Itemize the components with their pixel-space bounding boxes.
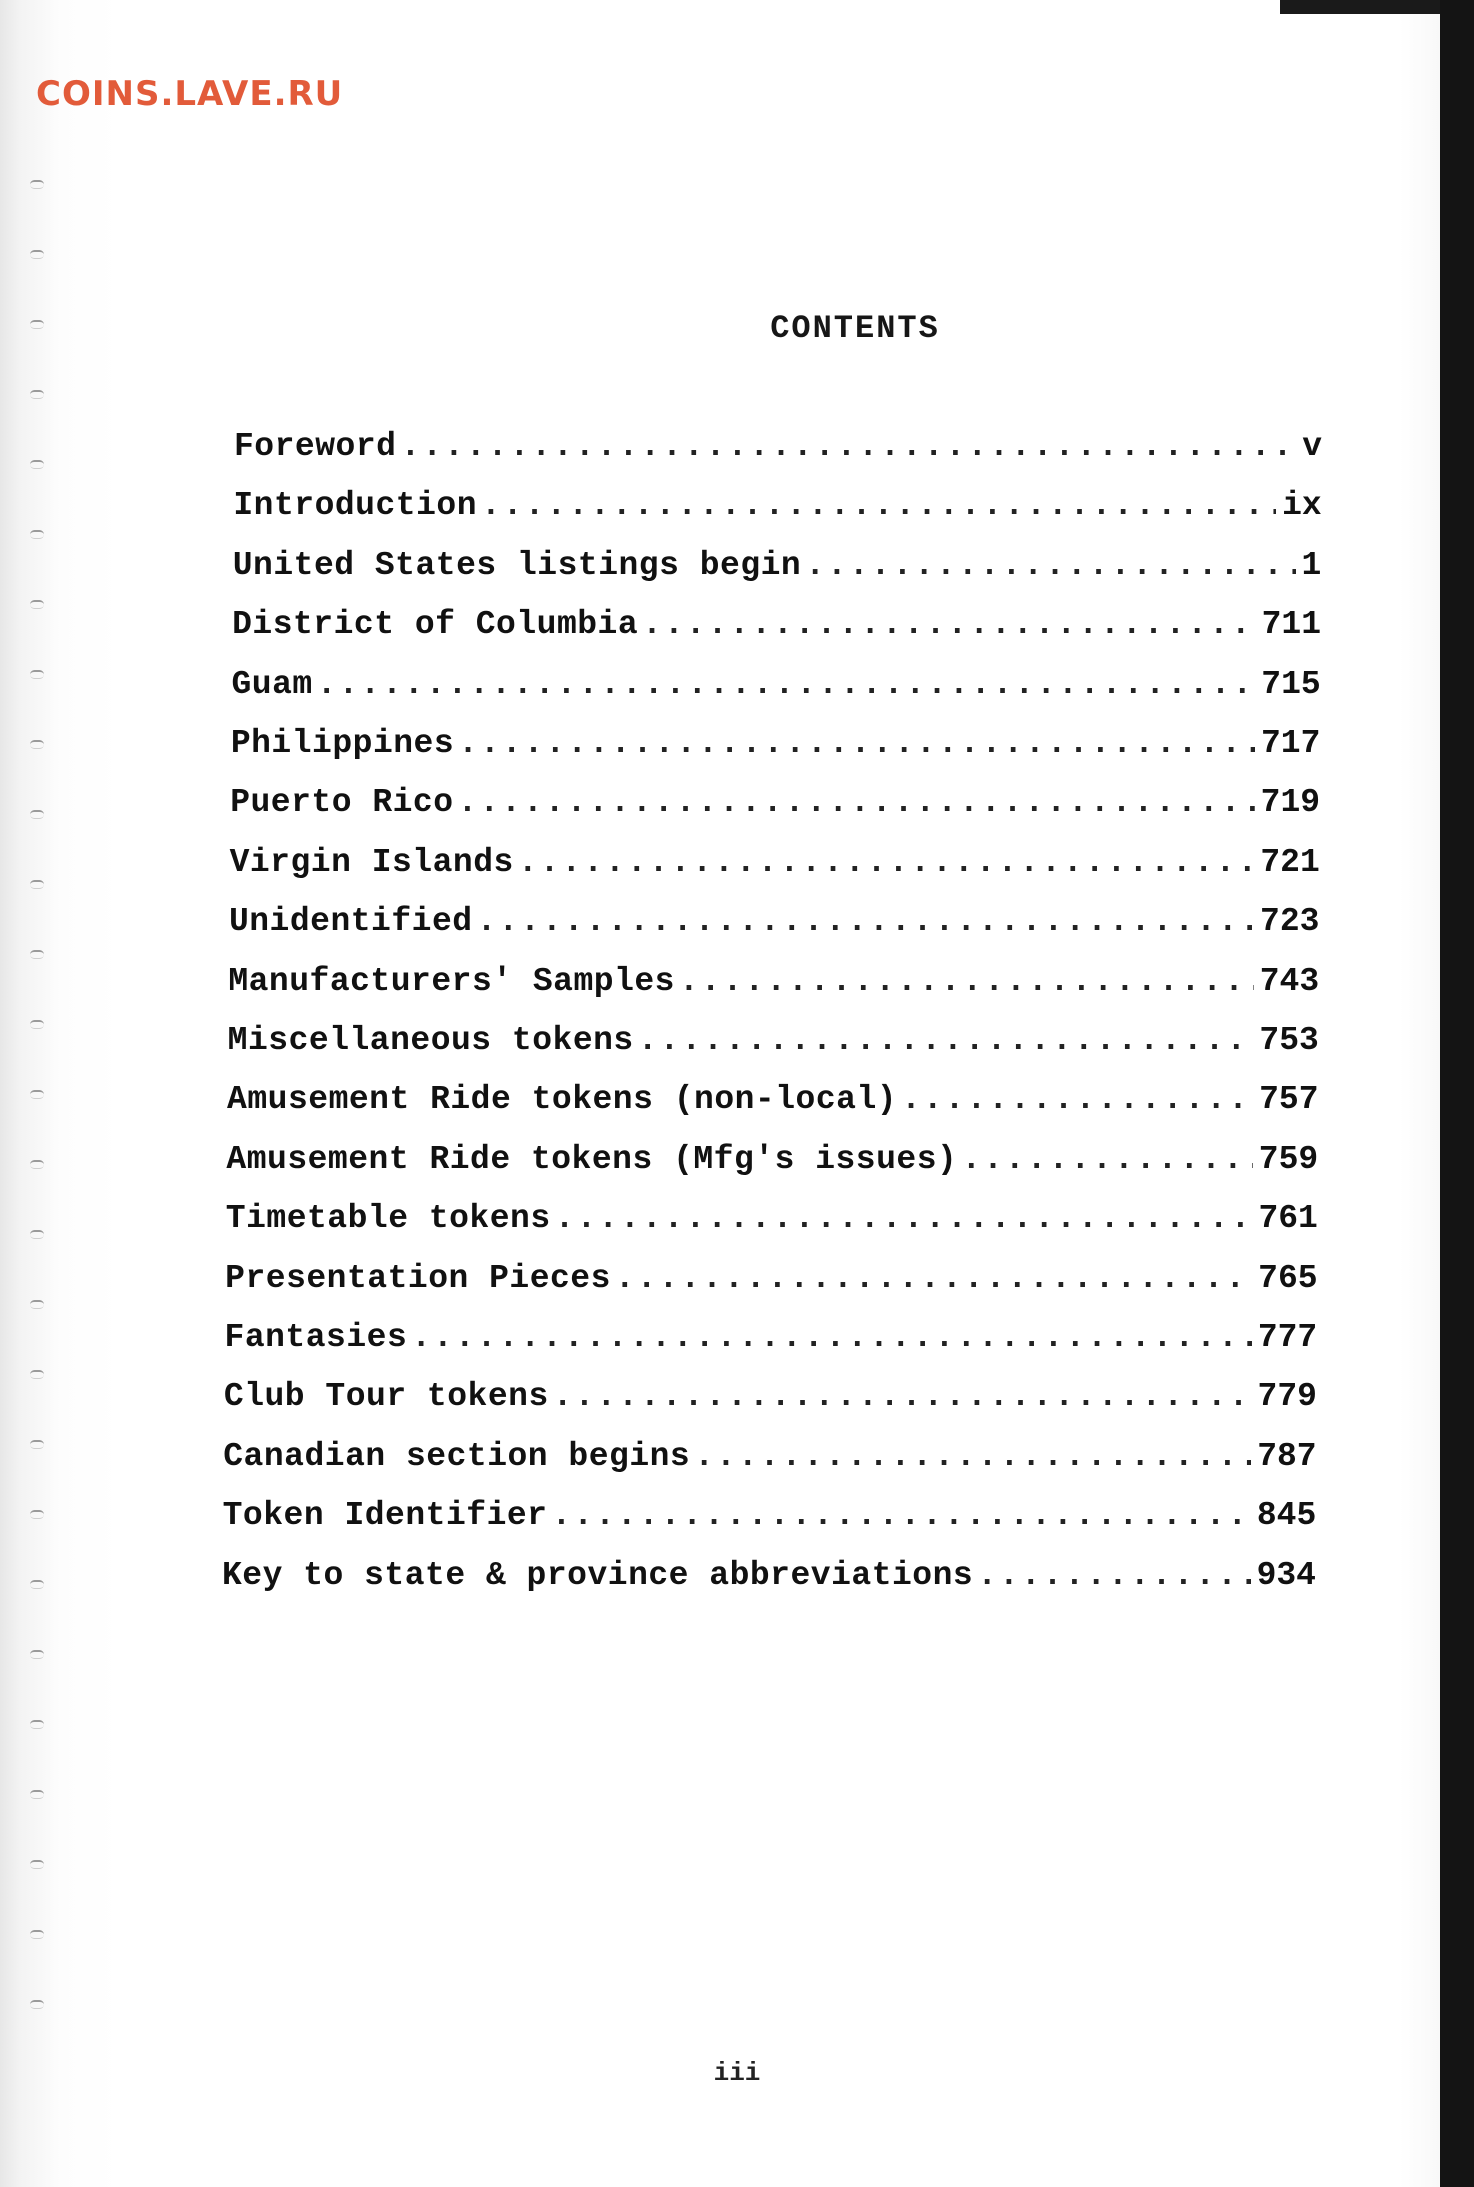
dot-leader <box>679 963 1254 1000</box>
dot-leader <box>555 1200 1253 1237</box>
toc-entry-page: ix <box>1282 487 1322 525</box>
dot-leader <box>694 1438 1251 1475</box>
dot-leader <box>805 547 1295 584</box>
toc-entry-label: Virgin Islands <box>229 843 514 881</box>
toc-entry <box>224 1378 1317 1415</box>
dot-leader <box>458 784 1255 821</box>
dot-leader <box>977 1557 1250 1594</box>
dot-leader <box>458 725 1255 762</box>
watermark-logo: COINS.LAVE.RU <box>36 74 344 114</box>
toc-entry-page: 1 <box>1301 546 1322 584</box>
toc-entry-page: 777 <box>1257 1319 1318 1356</box>
toc-entry <box>233 547 1322 584</box>
dot-leader <box>518 844 1255 881</box>
toc-entry-page: 711 <box>1261 606 1322 644</box>
toc-entry <box>227 1081 1318 1118</box>
dot-leader <box>551 1497 1250 1534</box>
page-number: iii <box>713 2058 761 2088</box>
toc-entry-label: Token Identifier <box>222 1497 548 1535</box>
toc-entry-page: 743 <box>1259 962 1320 1000</box>
toc-entry-page: 715 <box>1261 665 1321 703</box>
dot-leader <box>638 1022 1254 1059</box>
toc-entry-page: 757 <box>1259 1081 1319 1119</box>
toc-entry <box>223 1438 1316 1475</box>
toc-entry <box>228 1022 1319 1059</box>
toc-entry-page: 765 <box>1258 1259 1318 1297</box>
toc-entry-label: Manufacturers' Samples <box>228 962 675 1000</box>
toc-entry <box>228 963 1319 1000</box>
toc-entry <box>233 487 1321 524</box>
toc-entry-label: Guam <box>231 665 313 703</box>
toc-entry-label: Presentation Pieces <box>225 1259 611 1297</box>
dot-leader <box>642 606 1255 643</box>
toc-entry-page: 723 <box>1260 903 1320 941</box>
toc-entry-page: 719 <box>1260 784 1321 822</box>
toc-entry <box>231 725 1321 762</box>
toc-entry-page: 759 <box>1258 1140 1319 1178</box>
dot-leader <box>411 1319 1252 1356</box>
dot-leader <box>317 666 1256 703</box>
toc-entry-page: 787 <box>1257 1437 1317 1475</box>
toc-entry <box>229 903 1320 940</box>
toc-entry-label: District of Columbia <box>232 606 639 644</box>
toc-entry <box>223 1497 1317 1534</box>
toc-entry-page: 761 <box>1258 1200 1318 1238</box>
toc-entry <box>231 666 1320 703</box>
toc-entry <box>234 428 1322 465</box>
toc-entry-label: United States listings begin <box>232 546 802 584</box>
toc-entry <box>230 784 1320 821</box>
toc-entry <box>226 1200 1318 1237</box>
toc-entry <box>222 1557 1316 1594</box>
toc-entry-page: 717 <box>1260 725 1321 762</box>
toc-entry-page: 934 <box>1256 1556 1316 1594</box>
toc-entry <box>230 844 1320 881</box>
toc-entry-label: Introduction <box>233 487 477 525</box>
toc-entry <box>225 1260 1317 1297</box>
toc-entry-label: Amusement Ride tokens (non-local) <box>227 1081 898 1119</box>
toc-entry-label: Fantasies <box>224 1319 408 1356</box>
toc-entry <box>225 1319 1318 1356</box>
toc-entry-page: v <box>1302 428 1322 465</box>
toc-entry-label: Philippines <box>230 725 455 762</box>
toc-entry <box>232 606 1321 643</box>
toc-entry-label: Unidentified <box>228 903 473 941</box>
toc-entry-label: Puerto Rico <box>230 784 454 822</box>
toc-entry-page: 753 <box>1259 1022 1319 1059</box>
toc-entry-label: Foreword <box>234 428 397 465</box>
toc-entry-label: Miscellaneous tokens <box>227 1022 634 1059</box>
page-title: CONTENTS <box>770 310 940 347</box>
toc-entry-label: Key to state & province abbreviations <box>222 1556 974 1594</box>
toc-entry-label: Club Tour tokens <box>223 1378 549 1416</box>
dot-leader <box>553 1378 1252 1415</box>
toc-entry-label: Canadian section begins <box>223 1437 691 1475</box>
dot-leader <box>400 428 1296 465</box>
dot-leader <box>481 487 1276 524</box>
dot-leader <box>615 1260 1252 1297</box>
toc-entry-page: 721 <box>1260 843 1320 881</box>
dot-leader <box>901 1081 1253 1118</box>
dot-leader <box>961 1141 1252 1178</box>
toc-entry <box>226 1141 1318 1178</box>
toc-entry-label: Timetable tokens <box>225 1200 551 1238</box>
dot-leader <box>477 903 1254 940</box>
toc-entry-page: 779 <box>1257 1378 1317 1416</box>
toc-entry-label: Amusement Ride tokens (Mfg's issues) <box>226 1140 958 1178</box>
toc-entry-page: 845 <box>1256 1497 1317 1535</box>
